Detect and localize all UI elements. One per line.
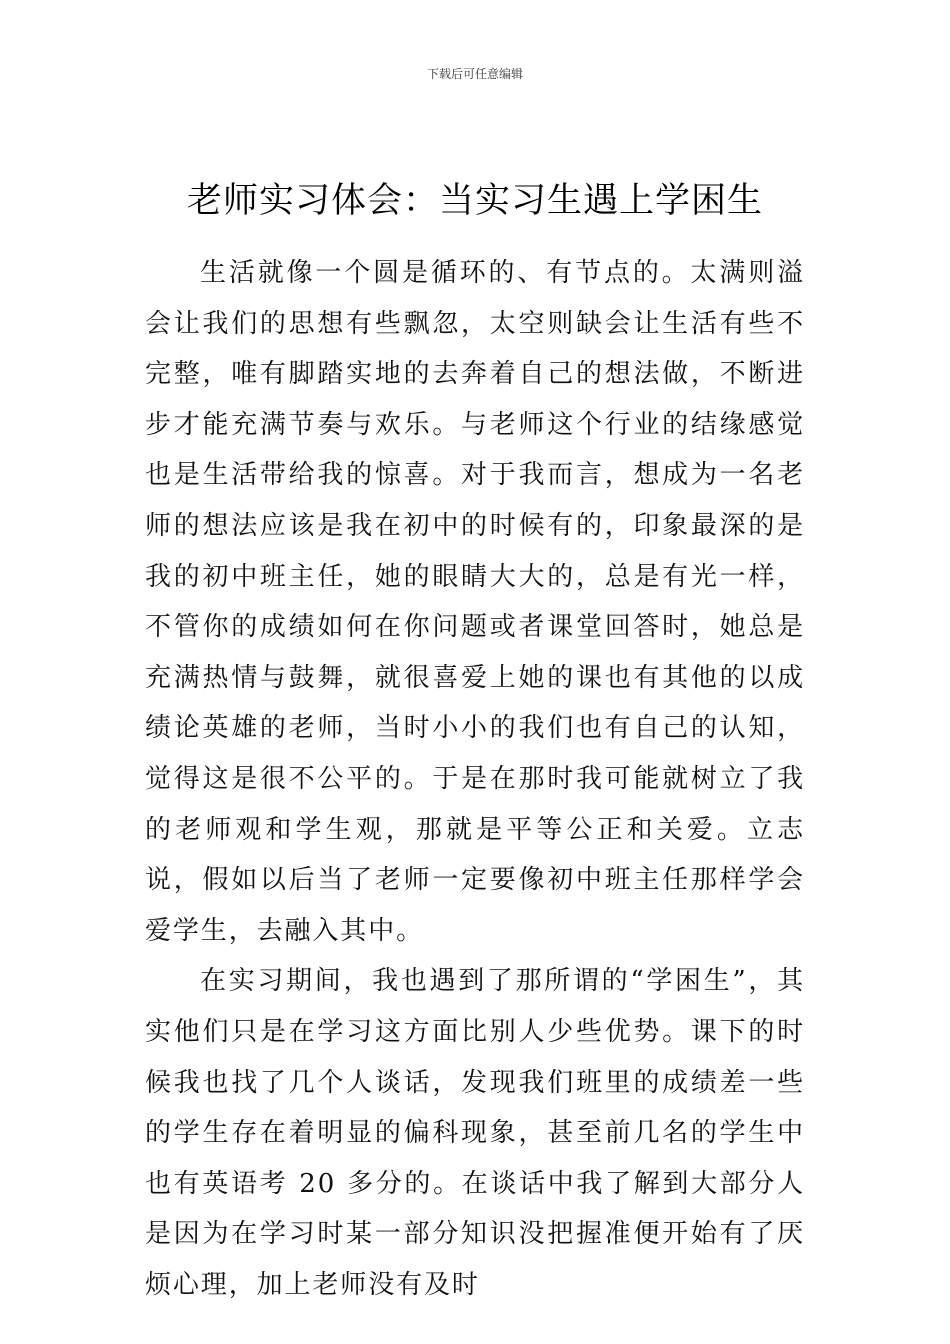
document-title: 老师实习体会：当实习生遇上学困生 (186, 181, 763, 221)
document-body (145, 248, 805, 1310)
paragraph: 生活就像一个圆是循环的、有节点的。太满则溢会让我们的思想有些飘忽，太空则缺会让生活有些不完整，唯有脚踏实地的去奔着自己的想法做，不断进步才能充满节奏与欢乐。与老师这个行业的结缘感觉也是生活带给我的惊喜。对于我而言，想成为一名老师的想法应该是我在初中的时候有的，印象最深的是我的初中班主任，她的眼睛大大的，总是有光一样，不管你的成绩如何在你问题或者课堂回答时，她总是充满热情与鼓舞，就很喜爱上她的课也有其他的以成绩论英雄的老师，当时小小的我们也有自己的认知，觉得这是很不公平的。于是在那时我可能就树立了我的老师观和学生观，那就是平等公正和关爱。立志说，假如以后当了老师一定要像初中班主任那样学会爱学生，去融入其中。 (145, 258, 805, 946)
paragraph: 在实习期间，我也遇到了那所谓的“学困生”，其实他们只是在学习这方面比别人少些优势。课下的时候我也找了几个人谈话，发现我们班里的成绩差一些的学生存在着明显的偏科现象，甚至前几名的学生中也有英语考 20 多分的。在谈话中我了解到大部分人是因为在学习时某一部分知识没把握准便开始有了厌烦心理，加上老师没有及时 (145, 966, 805, 1300)
header-note: 下载后可任意编辑 (426, 67, 523, 81)
